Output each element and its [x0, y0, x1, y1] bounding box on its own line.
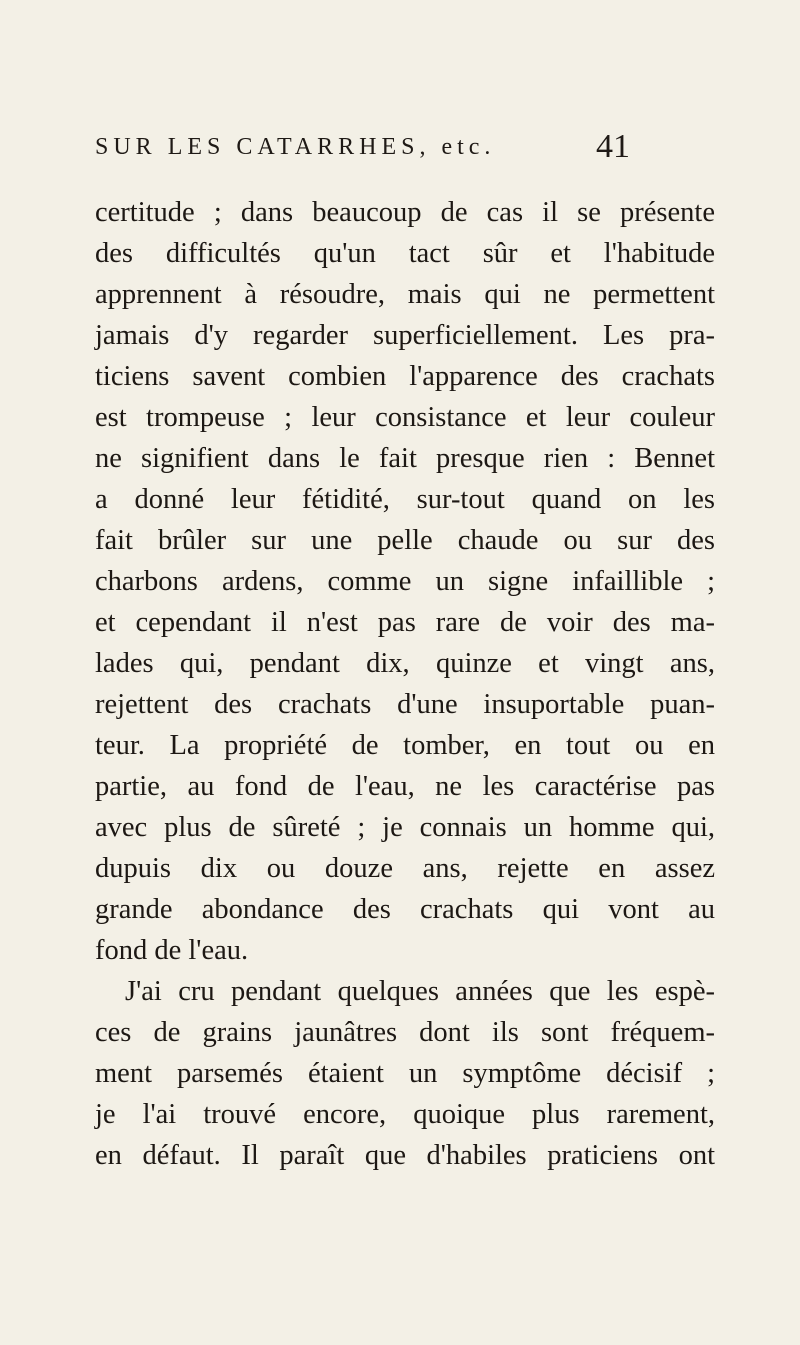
text-line: apprennent à résoudre, mais qui ne permettent — [95, 279, 715, 310]
text-line: jamais d'y regarder superficiellement. Les pra- — [95, 320, 715, 351]
text-line: fait brûler sur une pelle chaude ou sur des — [95, 525, 715, 556]
running-title: SUR LES CATARRHES, etc. — [95, 134, 496, 160]
body-text — [95, 192, 715, 1176]
text-line: a donné leur fétidité, sur-tout quand on les — [95, 484, 715, 515]
text-line: est trompeuse ; leur consistance et leur couleur — [95, 402, 715, 433]
text-line: ces de grains jaunâtres dont ils sont fréquem- — [95, 1017, 715, 1048]
text-line: charbons ardens, comme un signe infaillible ; — [95, 566, 715, 597]
text-line: certitude ; dans beaucoup de cas il se présente — [95, 197, 715, 228]
text-line: rejettent des crachats d'une insuportable puan- — [95, 689, 715, 720]
text-line: partie, au fond de l'eau, ne les caractérise pas — [95, 771, 715, 802]
paragraph-first-line: J'ai cru pendant quelques années que les espè- — [125, 976, 715, 1007]
text-line: ne signifient dans le fait presque rien : Bennet — [95, 443, 715, 474]
text-line: et cependant il n'est pas rare de voir des ma- — [95, 607, 715, 638]
text-line: ticiens savent combien l'apparence des crachats — [95, 361, 715, 392]
text-line: je l'ai trouvé encore, quoique plus rarement, — [95, 1099, 715, 1130]
text-line: des difficultés qu'un tact sûr et l'habitude — [95, 238, 715, 269]
text-line: dupuis dix ou douze ans, rejette en assez — [95, 853, 715, 884]
text-line: grande abondance des crachats qui vont au — [95, 894, 715, 925]
text-line: ment parsemés étaient un symptôme décisif ; — [95, 1058, 715, 1089]
text-line: teur. La propriété de tomber, en tout ou en — [95, 730, 715, 761]
page-header — [0, 128, 800, 178]
text-line: fond de l'eau. — [95, 935, 249, 966]
text-line: en défaut. Il paraît que d'habiles praticiens ont — [95, 1140, 715, 1171]
text-line: lades qui, pendant dix, quinze et vingt ans, — [95, 648, 715, 679]
page-number: 41 — [596, 128, 630, 165]
text-line: avec plus de sûreté ; je connais un homme qui, — [95, 812, 715, 843]
